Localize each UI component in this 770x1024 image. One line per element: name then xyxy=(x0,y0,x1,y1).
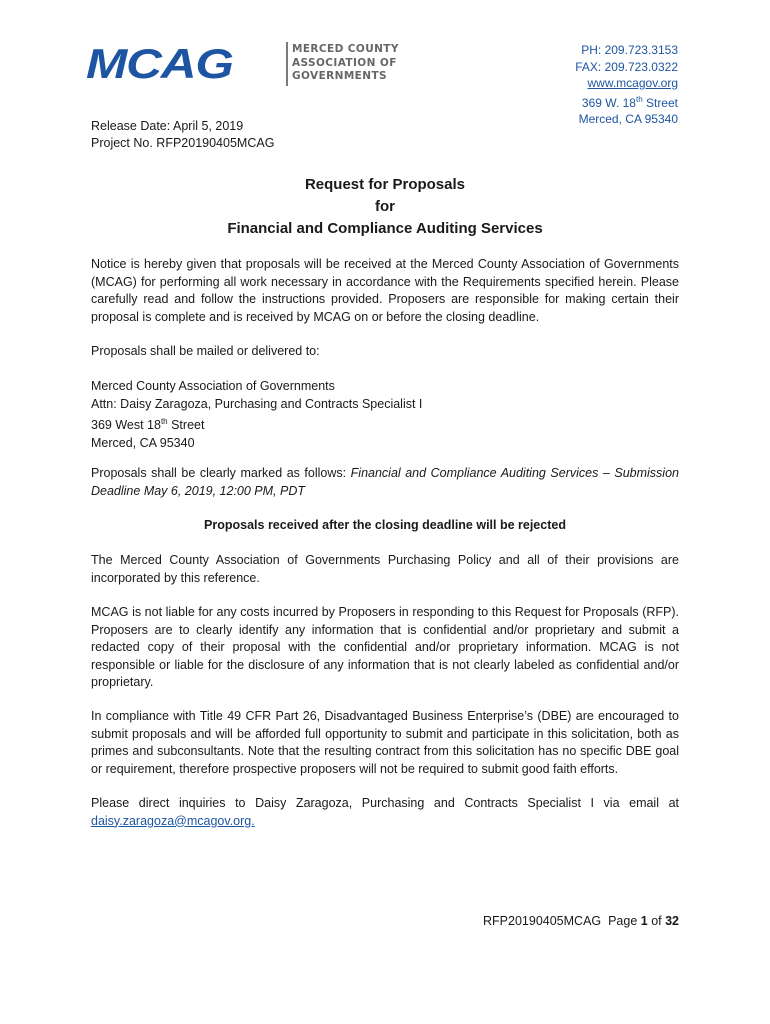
title-line-1: Request for Proposals xyxy=(304,176,466,193)
logo-mark: MCAG xyxy=(86,40,233,87)
policy-paragraph: The Merced County Association of Governments Purchasing Policy and all of their provisions are incorporated by this reference. xyxy=(91,553,679,585)
logo-text xyxy=(292,43,399,84)
project-number: Project No. RFP20190405MCAG xyxy=(91,136,275,150)
contact-block xyxy=(575,42,678,128)
title-line-3: Financial and Compliance Auditing Services xyxy=(227,220,543,237)
contact-fax: FAX: 209.723.0322 xyxy=(575,59,678,74)
contact-city: Merced, CA 95340 xyxy=(578,112,678,126)
mailed-intro: Proposals shall be mailed or delivered to: xyxy=(91,344,320,358)
logo-text-line-1: MERCED COUNTY xyxy=(292,43,399,55)
footer-page-current: 1 xyxy=(640,914,648,928)
document-title xyxy=(0,174,770,240)
email-link[interactable]: daisy.zaragoza@mcagov.org. xyxy=(91,813,255,828)
contact-website-link[interactable]: www.mcagov.org xyxy=(587,76,678,90)
liability-paragraph: MCAG is not liable for any costs incurred by Proposers in responding to this Request for Proposals (RFP). Proposers are to clearly identify any information that is confidential and/or proprietary and submit a redacted copy of their proposal with the confidential and/or proprietary information. MCAG is not responsible or liable for the disclosure of any information that is not clearly labeled as confidential and/or proprietary. xyxy=(91,605,679,689)
mailing-address xyxy=(91,378,679,452)
logo-divider xyxy=(286,42,288,86)
address-line-2: Attn: Daisy Zaragoza, Purchasing and Contracts Specialist I xyxy=(91,396,423,411)
address-line-4: Merced, CA 95340 xyxy=(91,435,195,450)
logo-text-line-3: GOVERNMENTS xyxy=(292,70,387,82)
release-meta xyxy=(91,118,274,152)
notice-paragraph: Notice is hereby given that proposals will be received at the Merced County Association of Governments (MCAG) for performing all work necessary in accordance with the Requirements specified herein. Please carefully read and follow the instructions provided. Proposers are responsible for making certain their proposal is complete and is received by MCAG on or before the closing deadline. xyxy=(91,257,679,324)
inquiries-paragraph: Please direct inquiries to Daisy Zaragoza, Purchasing and Contracts Specialist I via email at daisy.zaragoza@mcagov.org. xyxy=(91,796,679,828)
footer-page-total: 32 xyxy=(665,914,679,928)
rejection-notice: Proposals received after the closing deadline will be rejected xyxy=(204,518,566,532)
address-line-3: 369 West 18th Street xyxy=(91,417,205,433)
address-line-1: Merced County Association of Governments xyxy=(91,379,335,393)
submission-label: Financial and Compliance Auditing Services – Submission Deadline May 6, 2019, 12:00 PM, PDT xyxy=(91,466,679,498)
logo-text-line-2: ASSOCIATION OF xyxy=(292,56,397,69)
marking-instructions: Proposals shall be clearly marked as follows: Financial and Compliance Auditing Services – Submission Deadline May 6, 2019, 12:00 PM, PDT xyxy=(91,466,679,498)
contact-street: 369 W. 18th Street xyxy=(581,94,678,110)
title-line-2: for xyxy=(375,198,395,215)
page-footer: RFP20190405MCAG Page 1 of 32 xyxy=(483,914,679,928)
footer-project: RFP20190405MCAG xyxy=(483,914,602,928)
dbe-paragraph: In compliance with Title 49 CFR Part 26, Disadvantaged Business Enterprise’s (DBE) are encouraged to submit proposals and will be afforded full opportunity to submit and participate in this solicitation, both as primes and subconsultants. Note that the resulting contract from this solicitation has no specific DBE goal or requirement, therefore prospective proposers will not be required to submit good faith efforts. xyxy=(91,709,679,776)
mcag-logo xyxy=(86,40,399,88)
contact-phone: PH: 209.723.3153 xyxy=(581,43,678,57)
release-date: Release Date: April 5, 2019 xyxy=(91,119,244,133)
